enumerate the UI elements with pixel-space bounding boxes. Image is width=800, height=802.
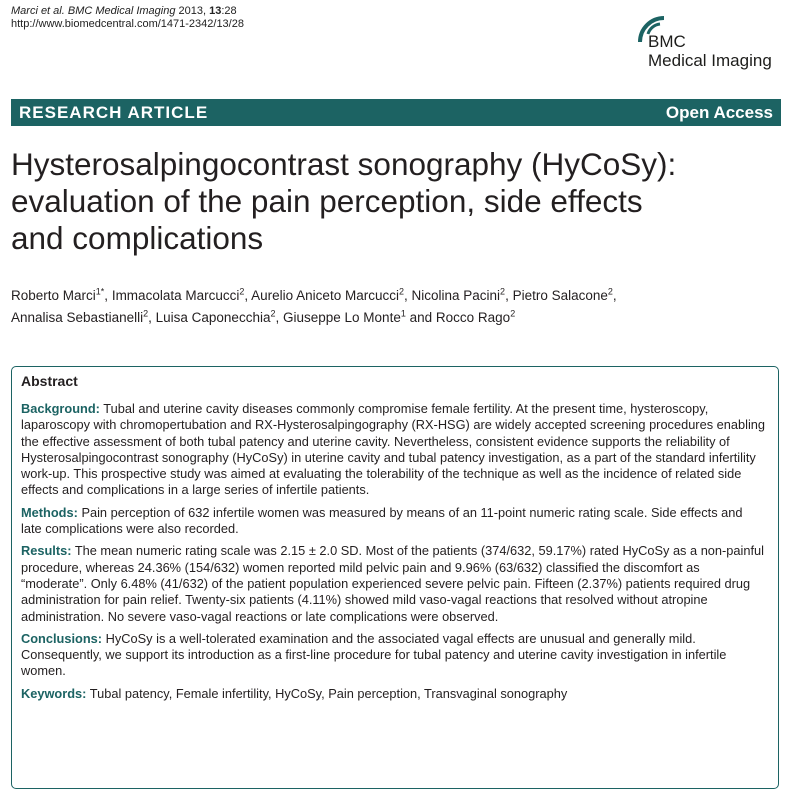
author-affiliation: 2 <box>607 286 613 297</box>
keywords-text: Tubal patency, Female infertility, HyCoSy, Pain perception, Transvaginal sonography <box>89 685 568 701</box>
author-name[interactable]: Pietro Salacone <box>512 288 608 303</box>
conclusions-text: HyCoSy is a well-tolerated examination and the associated vagal effects are unusual and generally mild. Consequently, we support its introduction as a first-line procedure for tubal patency and uterine cavity investigation in infertile women. <box>21 630 727 679</box>
author-affiliation: 2 <box>270 308 276 319</box>
author-separator: , <box>148 310 156 325</box>
results-text: The mean numeric rating scale was 2.15 ± 2.0 SD. Most of the patients (374/632, 59.17%) rated HyCoSy as a non-painful procedure, whereas 24.36% (154/632) women reported mild pelvic pain and 9.96% (63/632) classified the discomfort as “moderate”. Only 6.48% (41/632) of the patient population experienced severe pelvic pain. Fifteen (2.37%) patients required drug administration for pain relief. Twenty-six patients (4.11%) showed mild vaso-vagal reactions that resolved without atropine administration. No severe vaso-vagal reactions or late complications were observed. <box>21 543 765 624</box>
citation-line <box>11 5 244 18</box>
author-separator: and <box>405 310 436 325</box>
methods-label: Methods: <box>21 504 78 520</box>
author-separator: , <box>505 288 513 303</box>
author-separator: , <box>275 310 283 325</box>
abstract-content <box>21 401 766 708</box>
author-affiliation: 2 <box>143 308 149 319</box>
author-name[interactable]: Nicolina Pacini <box>411 288 501 303</box>
author-affiliation: 2 <box>398 286 404 297</box>
citation-authors: Marci et al. <box>11 5 65 17</box>
author-name[interactable]: Rocco Rago <box>435 310 511 325</box>
logo-text-journal: Medical Imaging <box>648 51 772 70</box>
author-affiliation: 2 <box>500 286 506 297</box>
abstract-background <box>21 401 766 499</box>
abstract-keywords <box>21 686 766 702</box>
citation-year: 2013, <box>178 5 207 17</box>
methods-text: Pain perception of 632 infertile women was measured by means of an 11-point numeric rating scale. Side effects and late complications were also recorded. <box>21 504 743 537</box>
conclusions-label: Conclusions: <box>21 630 103 646</box>
citation-article: :28 <box>221 5 237 17</box>
keywords-label: Keywords: <box>21 685 87 701</box>
citation-journal: BMC Medical Imaging <box>67 5 176 17</box>
article-type-banner <box>11 99 781 126</box>
citation-url[interactable]: http://www.biomedcentral.com/1471-2342/13/28 <box>11 18 244 30</box>
author-name[interactable]: Annalisa Sebastianelli <box>11 310 144 325</box>
title-line-2: evaluation of the pain perception, side effects <box>11 183 643 219</box>
abstract-conclusions <box>21 631 766 680</box>
article-title <box>11 146 791 257</box>
author-affiliation: 1 <box>400 308 406 319</box>
author-separator: , <box>403 288 412 303</box>
author-separator: , <box>244 288 252 303</box>
results-label: Results: <box>21 543 72 559</box>
article-type: RESEARCH ARTICLE <box>19 103 209 122</box>
title-line-1: Hysterosalpingocontrast sonography (HyCoSy): <box>11 146 677 182</box>
author-name[interactable]: Luisa Caponecchia <box>155 310 271 325</box>
author-affiliation: 2 <box>239 286 245 297</box>
background-label: Background: <box>21 401 100 416</box>
author-list <box>11 285 781 329</box>
background-text: Tubal and uterine cavity diseases commonly compromise female fertility. At the present time, hysteroscopy, laparoscopy with chromopertubation and RX-Hysterosalpingography (RX-HSG) are widely accepted screening procedures enabling the effective assessment of both tubal patency and uterine cavity. Nevertheless, consistent evidence supports the reliability of Hysterosalpingocontrast sonography (HyCoSy) in uterine cavity and tubal patency investigation, as a part of the standard infertility work-up. This prospective study was aimed at evaluating the tolerability of the technique as well as the incidence of related side effects and complications in a large series of infertile patients. <box>21 401 766 498</box>
abstract-box <box>11 366 779 789</box>
author-separator: , <box>612 288 617 303</box>
logo-text-bmc: BMC <box>648 32 686 51</box>
abstract-methods <box>21 505 766 538</box>
abstract-heading: Abstract <box>21 373 78 389</box>
citation-volume: 13 <box>209 5 222 17</box>
author-separator: , <box>104 288 112 303</box>
author-name[interactable]: Giuseppe Lo Monte <box>283 310 401 325</box>
citation-header <box>11 5 244 31</box>
open-access-label: Open Access <box>665 103 773 122</box>
title-line-3: and complications <box>11 220 264 256</box>
journal-logo <box>636 14 786 74</box>
author-affiliation: 2 <box>510 308 516 319</box>
author-name[interactable]: Aurelio Aniceto Marcucci <box>251 288 399 303</box>
abstract-results <box>21 543 766 624</box>
author-affiliation: 1* <box>95 286 105 297</box>
author-name[interactable]: Roberto Marci <box>11 288 96 303</box>
author-name[interactable]: Immacolata Marcucci <box>111 288 240 303</box>
